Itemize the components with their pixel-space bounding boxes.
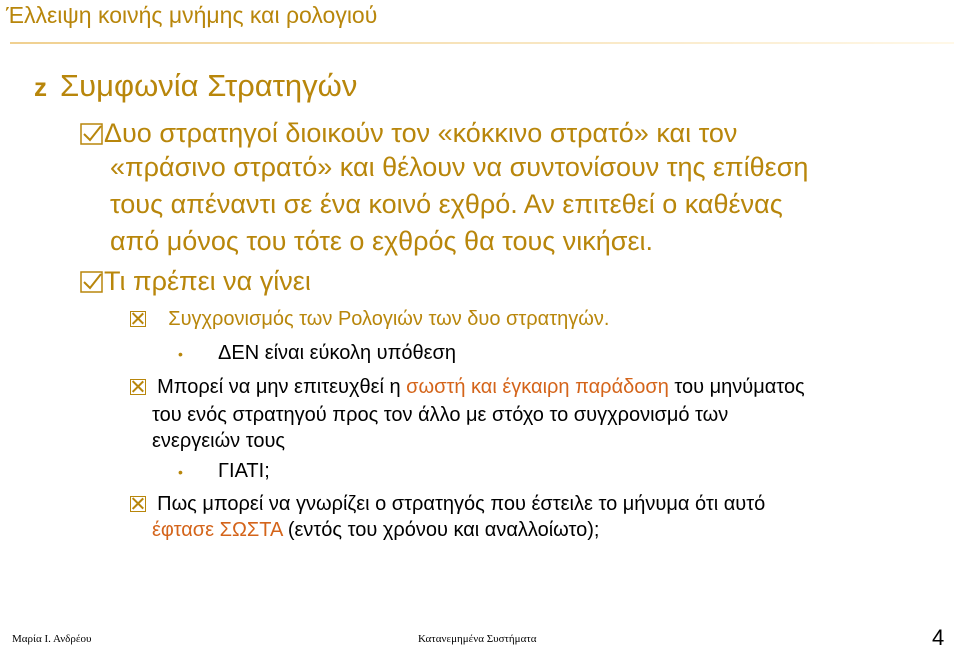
slide-title: Έλλειψη κοινής μνήμης και ρολογιού (6, 2, 378, 28)
page-number: 4 (932, 625, 945, 650)
point1-line1: Δυο στρατηγοί διοικούν τον «κόκκινο στρατό» και τον (80, 118, 737, 149)
x-box-icon (130, 496, 146, 512)
heading-text: Συμφωνία Στρατηγών (60, 68, 358, 103)
sub2-bullet: • ΓΙΑΤΙ; (178, 460, 270, 482)
y-check-icon (80, 123, 104, 145)
sub1: Συγχρονισμός των Ρολογιών των δυο στρατηγών. (130, 308, 609, 331)
x-box-icon (130, 311, 146, 327)
point1-line2: «πράσινο στρατό» και θέλουν να συντονίσουν της επίθεση (110, 152, 809, 182)
footer-author: Μαρία Ι. Ανδρέου (12, 633, 92, 645)
dot-bullet-icon: • (178, 346, 183, 362)
sub2-line2: του ενός στρατηγού προς τον άλλο με στόχο το συγχρονισμό των (152, 404, 729, 426)
point1-line3: τους απέναντι σε ένα κοινό εχθρό. Αν επιτεθεί ο καθένας (110, 189, 783, 219)
x-box-icon (130, 379, 146, 395)
sub2-line3: ενεργειών τους (152, 430, 286, 452)
dot-bullet-icon: • (178, 464, 183, 480)
point2: Τι πρέπει να γίνει (80, 266, 311, 297)
sub3-line2: έφτασε ΣΩΣΤΑ (εντός του χρόνου και αναλλοίωτο); (152, 519, 600, 541)
y-check-icon (80, 271, 104, 293)
title-divider (10, 42, 954, 44)
sub2-line1: Μπορεί να μην επιτευχθεί η σωστή και έγκαιρη παράδοση του μηνύματος (130, 376, 805, 399)
sub3-line1: Πως μπορεί να γνωρίζει ο στρατηγός που έστειλε το μήνυμα ότι αυτό (130, 493, 765, 516)
z-bullet-icon: z (34, 72, 47, 102)
sub1-bullet: • ΔΕΝ είναι εύκολη υπόθεση (178, 342, 457, 364)
footer-course: Κατανεμημένα Συστήματα (418, 633, 537, 645)
point1-line4: από μόνος του τότε ο εχθρός θα τους νικήσει. (110, 226, 653, 256)
heading (34, 68, 357, 104)
